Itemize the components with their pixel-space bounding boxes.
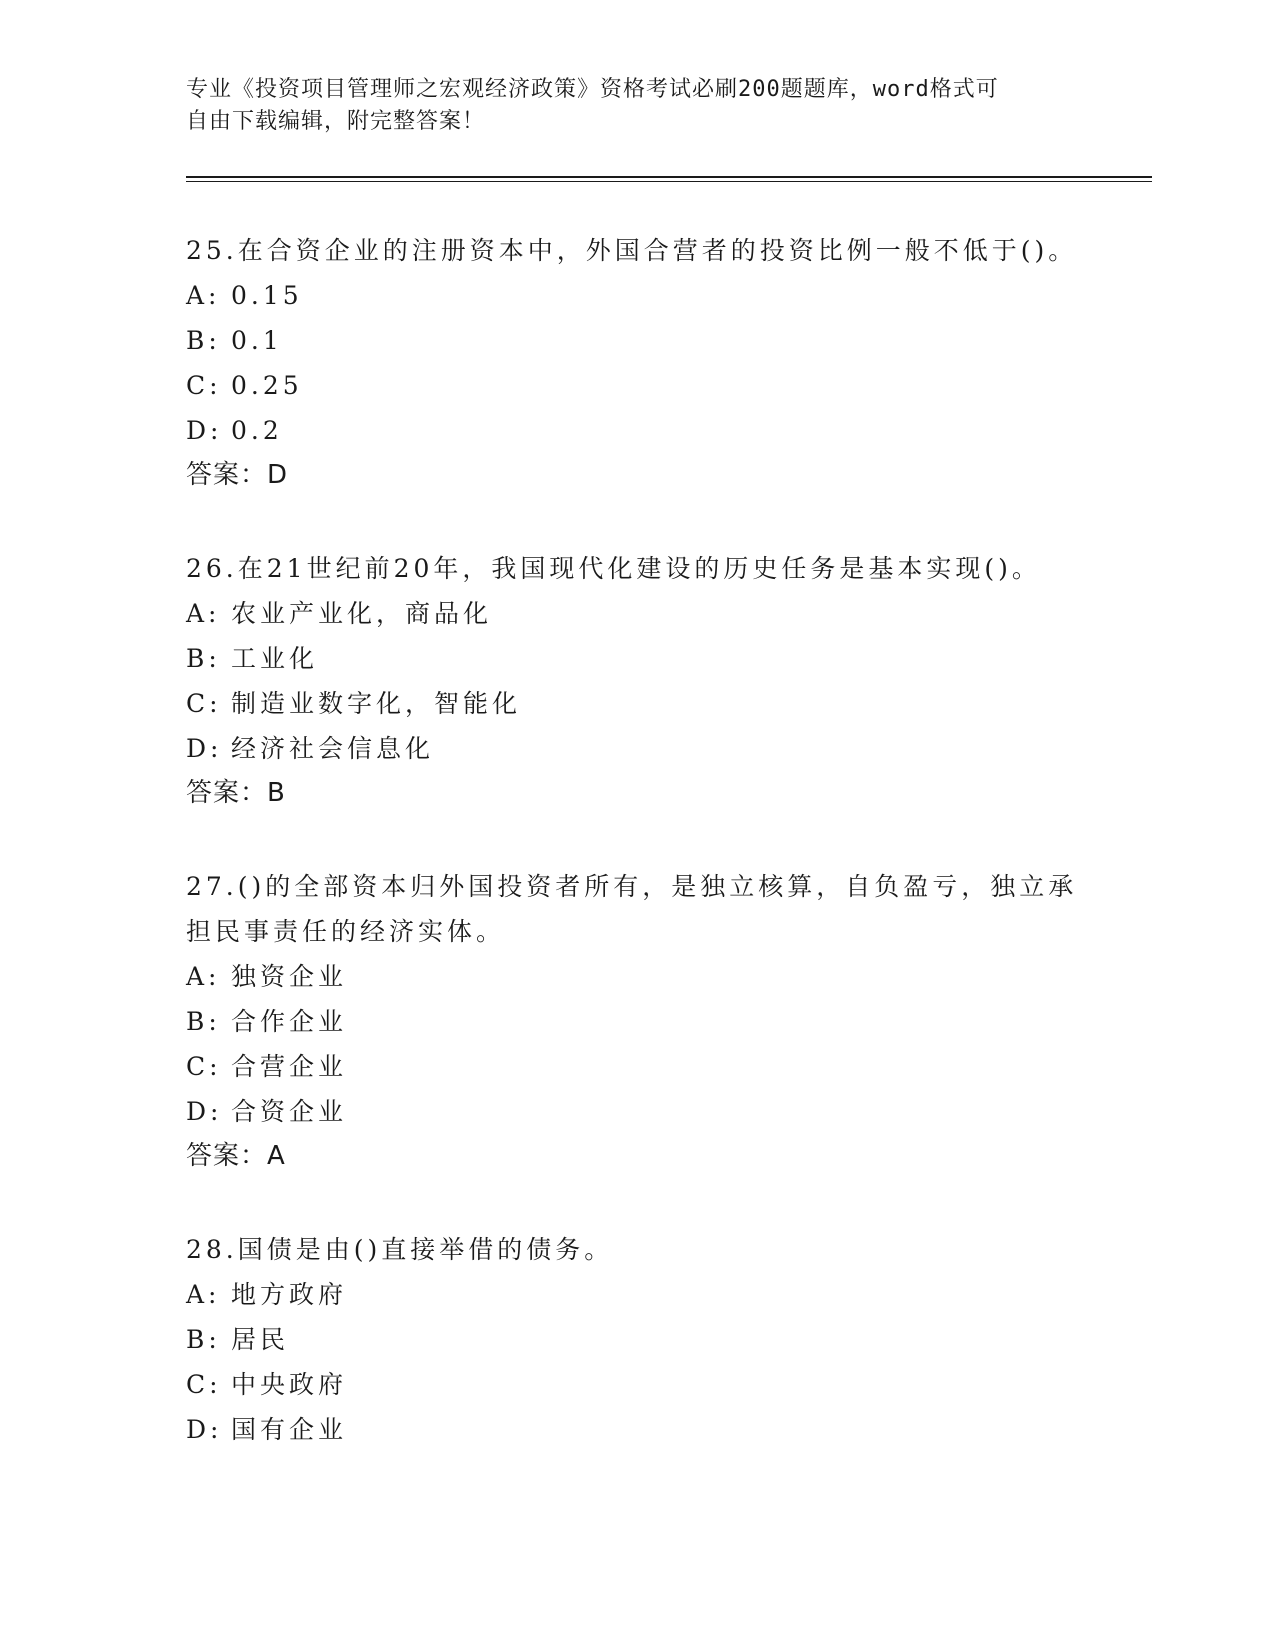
question-stem: 26.在21世纪前20年，我国现代化建设的历史任务是基本实现()。 <box>186 554 1041 583</box>
option-b <box>186 636 1086 681</box>
option-text: 独资企业 <box>231 962 348 991</box>
option-text: 中央政府 <box>231 1370 348 1399</box>
option-c <box>186 1362 1086 1407</box>
option-letter: C: <box>186 371 222 400</box>
header-line-2: 自由下载编辑，附完整答案！ <box>186 109 486 134</box>
option-text: 0.25 <box>231 371 303 400</box>
header-line-1: 专业《投资项目管理师之宏观经济政策》资格考试必刷200题题库，word格式可 <box>186 77 999 102</box>
option-text: 0.1 <box>231 326 283 355</box>
option-c <box>186 363 1086 408</box>
answer-line: 答案：B <box>186 778 286 808</box>
option-text: 工业化 <box>231 644 319 673</box>
option-a <box>186 1272 1086 1317</box>
option-text: 合营企业 <box>231 1052 348 1081</box>
option-d <box>186 408 1086 453</box>
option-c <box>186 1044 1086 1089</box>
option-a <box>186 954 1086 999</box>
question-28 <box>186 1227 1086 1452</box>
option-text: 合作企业 <box>231 1007 348 1036</box>
option-letter: B: <box>186 1325 221 1354</box>
option-text: 农业产业化，商品化 <box>231 599 493 628</box>
document-header <box>186 74 1066 138</box>
option-letter: A: <box>186 962 221 991</box>
option-text: 0.15 <box>231 281 303 310</box>
option-b <box>186 318 1086 363</box>
question-26 <box>186 546 1086 816</box>
option-a <box>186 591 1086 636</box>
question-stem: 27.()的全部资本归外国投资者所有，是独立核算，自负盈亏，独立承担民事责任的经济实体。 <box>186 872 1078 946</box>
option-letter: D: <box>186 1415 223 1444</box>
option-text: 0.2 <box>231 416 283 445</box>
answer-line: 答案：D <box>186 460 289 490</box>
option-letter: A: <box>186 1280 221 1309</box>
option-text: 地方政府 <box>231 1280 348 1309</box>
question-stem: 25.在合资企业的注册资本中，外国合营者的投资比例一般不低于()。 <box>186 236 1078 265</box>
option-text: 国有企业 <box>231 1415 348 1444</box>
option-b <box>186 999 1086 1044</box>
question-stem: 28.国债是由()直接举借的债务。 <box>186 1235 614 1264</box>
question-27 <box>186 864 1086 1179</box>
option-letter: A: <box>186 281 221 310</box>
option-text: 合资企业 <box>231 1097 348 1126</box>
option-letter: C: <box>186 1370 222 1399</box>
option-d <box>186 1089 1086 1134</box>
option-a <box>186 273 1086 318</box>
option-letter: D: <box>186 416 223 445</box>
option-letter: B: <box>186 326 221 355</box>
answer-line: 答案：A <box>186 1141 286 1171</box>
option-text: 居民 <box>231 1325 290 1354</box>
option-letter: B: <box>186 1007 221 1036</box>
option-letter: B: <box>186 644 221 673</box>
option-letter: D: <box>186 734 223 763</box>
option-d <box>186 1407 1086 1452</box>
option-letter: D: <box>186 1097 223 1126</box>
question-25 <box>186 228 1086 498</box>
option-text: 制造业数字化，智能化 <box>231 689 522 718</box>
option-text: 经济社会信息化 <box>231 734 435 763</box>
option-d <box>186 726 1086 771</box>
option-b <box>186 1317 1086 1362</box>
header-divider-bottom <box>186 181 1152 182</box>
option-letter: C: <box>186 689 222 718</box>
option-c <box>186 681 1086 726</box>
option-letter: A: <box>186 599 221 628</box>
option-letter: C: <box>186 1052 222 1081</box>
header-divider-top <box>186 176 1152 178</box>
